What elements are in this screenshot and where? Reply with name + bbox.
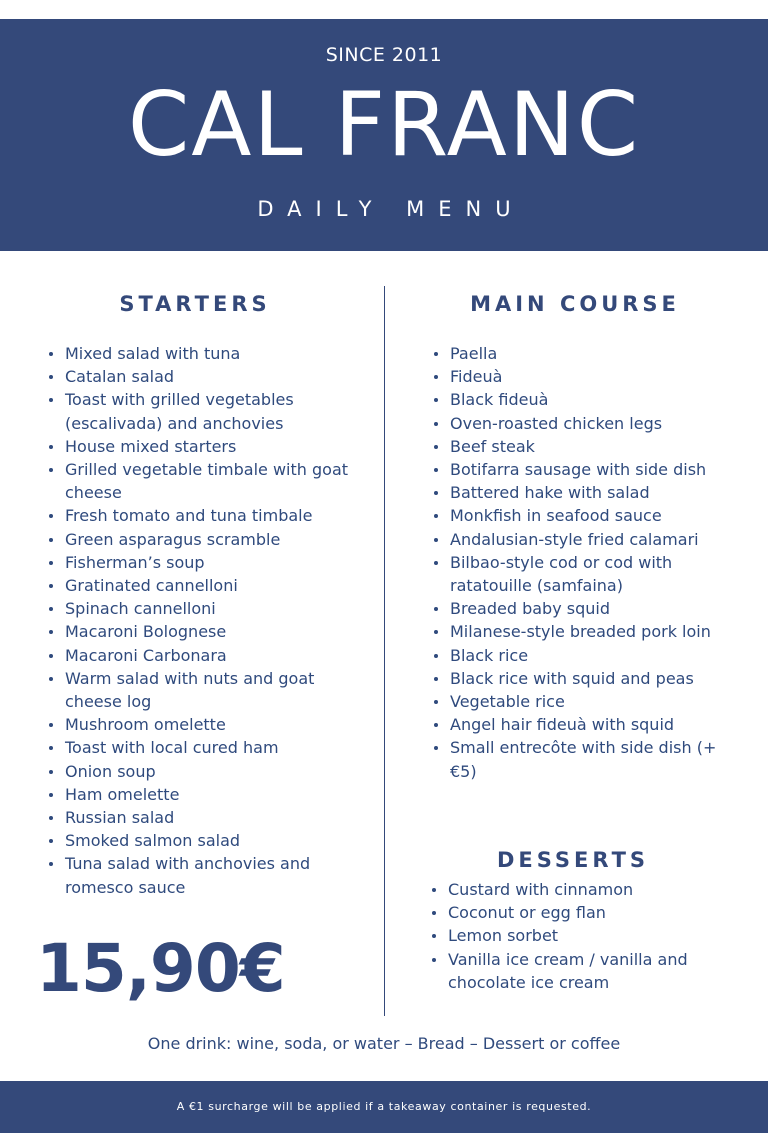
main-course-title: MAIN COURSE	[470, 292, 680, 316]
menu-price: 15,90€	[36, 930, 285, 1007]
starter-item: Macaroni Carbonara	[48, 644, 358, 667]
starters-title: STARTERS	[119, 292, 271, 316]
starter-item: Macaroni Bolognese	[48, 620, 358, 643]
includes-note: One drink: wine, soda, or water – Bread – Dessert or coffee	[147, 1034, 621, 1053]
starter-item: Fisherman’s soup	[48, 551, 358, 574]
main-course-item: Black fideuà	[433, 388, 733, 411]
main-course-item: Milanese-style breaded pork loin	[433, 620, 733, 643]
column-divider	[384, 286, 385, 1016]
main-course-item: Beef steak	[433, 435, 733, 458]
menu-header	[0, 19, 768, 251]
main-course-item: Black rice	[433, 644, 733, 667]
starter-item: Catalan salad	[48, 365, 358, 388]
main-course-item: Small entrecôte with side dish (+ €5)	[433, 736, 733, 782]
starter-item: Ham omelette	[48, 783, 358, 806]
starters-list	[48, 342, 358, 899]
menu-subtitle: DAILY MENU	[257, 197, 525, 221]
main-course-item: Breaded baby squid	[433, 597, 733, 620]
main-course-item: Monkfish in seafood sauce	[433, 504, 733, 527]
starter-item: Russian salad	[48, 806, 358, 829]
main-course-item: Fideuà	[433, 365, 733, 388]
main-course-item: Bilbao-style cod or cod with ratatouille (samfaina)	[433, 551, 733, 597]
starter-item: Smoked salmon salad	[48, 829, 358, 852]
starter-item: Mixed salad with tuna	[48, 342, 358, 365]
main-course-list	[433, 342, 733, 783]
starter-item: Spinach cannelloni	[48, 597, 358, 620]
main-course-item: Andalusian-style fried calamari	[433, 528, 733, 551]
main-course-item: Botifarra sausage with side dish	[433, 458, 733, 481]
main-course-item: Battered hake with salad	[433, 481, 733, 504]
starter-item: Toast with grilled vegetables (escalivada) and anchovies	[48, 388, 358, 434]
starter-item: Toast with local cured ham	[48, 736, 358, 759]
desserts-list	[431, 878, 731, 994]
starter-item: Tuna salad with anchovies and romesco sauce	[48, 852, 358, 898]
dessert-item: Lemon sorbet	[431, 924, 731, 947]
starter-item: Fresh tomato and tuna timbale	[48, 504, 358, 527]
starter-item: Gratinated cannelloni	[48, 574, 358, 597]
main-course-item: Black rice with squid and peas	[433, 667, 733, 690]
main-course-item: Paella	[433, 342, 733, 365]
dessert-item: Custard with cinnamon	[431, 878, 731, 901]
starter-item: Warm salad with nuts and goat cheese log	[48, 667, 358, 713]
starter-item: Grilled vegetable timbale with goat cheese	[48, 458, 358, 504]
main-course-item: Oven-roasted chicken legs	[433, 412, 733, 435]
starter-item: Green asparagus scramble	[48, 528, 358, 551]
footer-bar	[0, 1081, 768, 1133]
dessert-item: Coconut or egg flan	[431, 901, 731, 924]
dessert-item: Vanilla ice cream / vanilla and chocolate ice cream	[431, 948, 731, 994]
main-course-item: Vegetable rice	[433, 690, 733, 713]
footer-note: A €1 surcharge will be applied if a takeaway container is requested.	[176, 1100, 592, 1113]
since-label: SINCE 2011	[325, 44, 443, 66]
main-course-item: Angel hair fideuà with squid	[433, 713, 733, 736]
desserts-title: DESSERTS	[496, 848, 650, 872]
restaurant-name: CAL FRANC	[127, 73, 641, 176]
starter-item: Mushroom omelette	[48, 713, 358, 736]
starter-item: Onion soup	[48, 760, 358, 783]
starter-item: House mixed starters	[48, 435, 358, 458]
